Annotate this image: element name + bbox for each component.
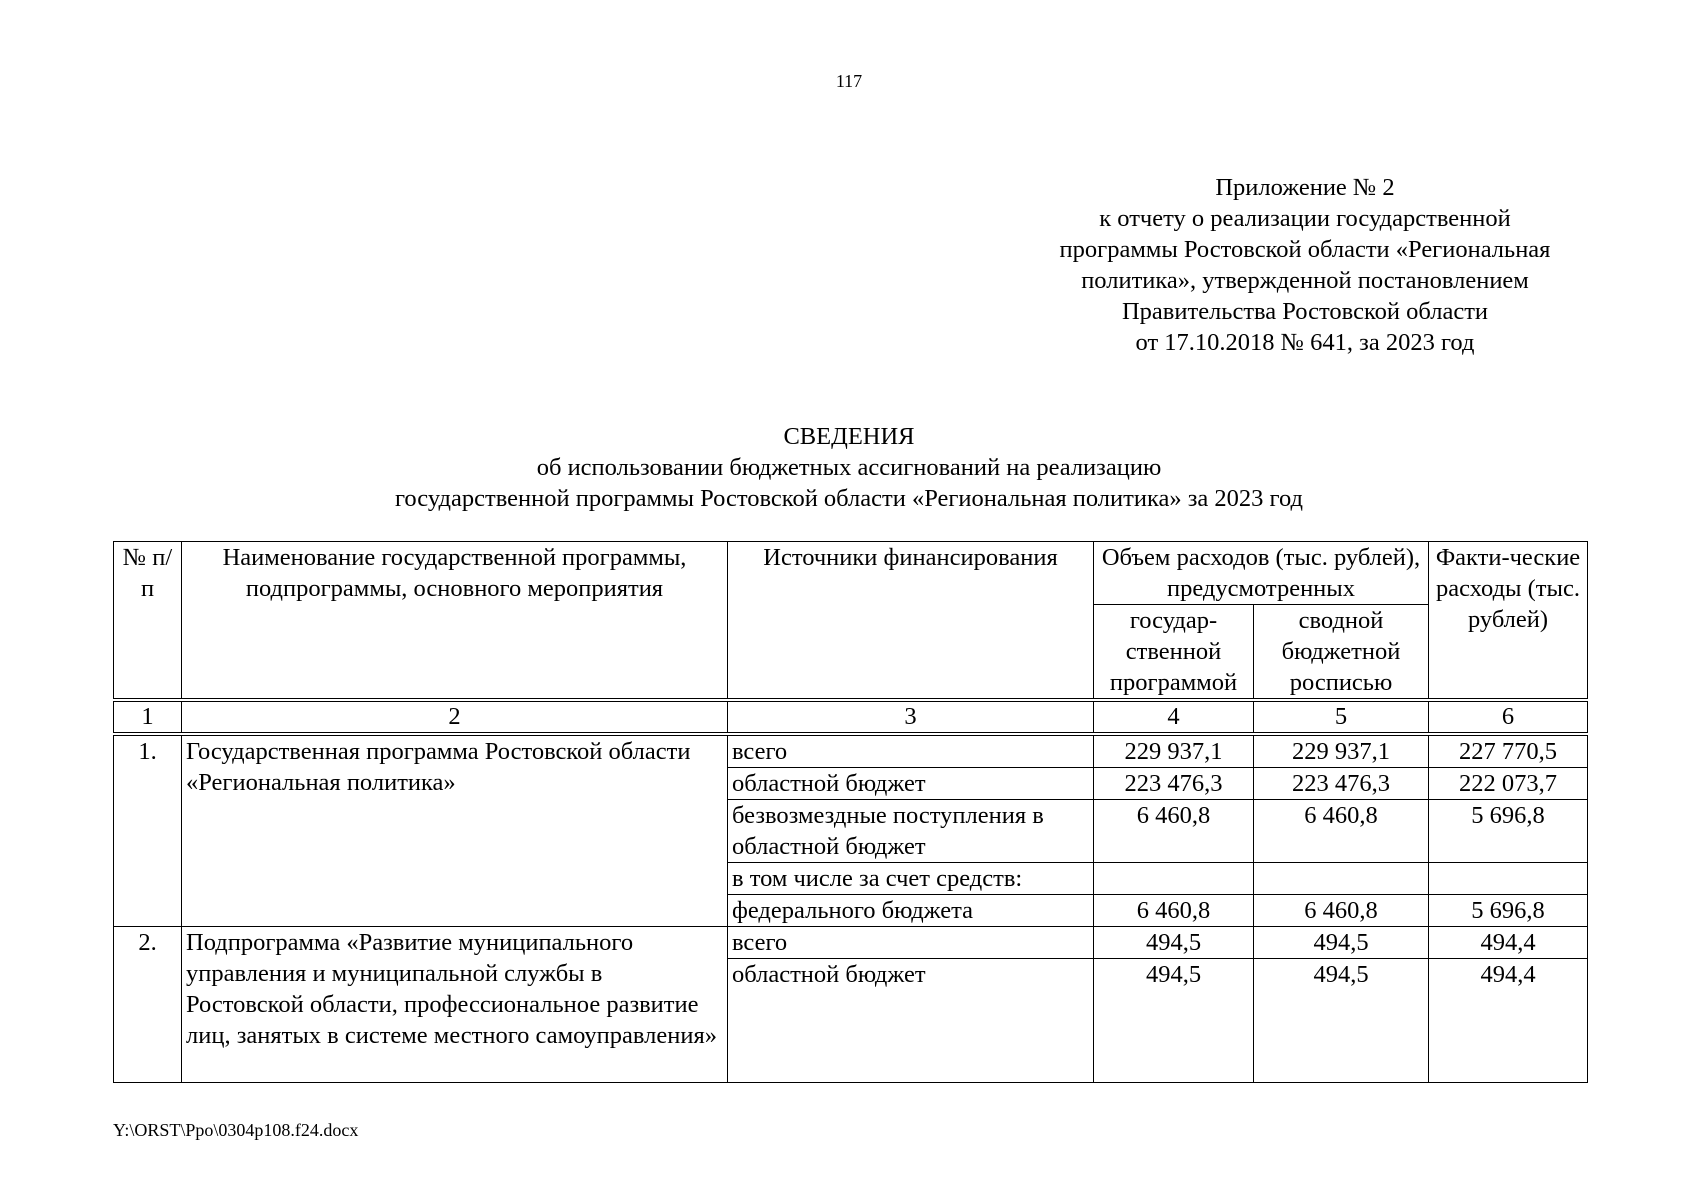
state-program-value (1094, 863, 1254, 895)
heading-subtitle: государственной программы Ростовской области «Региональная политика» за 2023 год (394, 485, 1303, 512)
actual-value (1429, 863, 1588, 895)
appendix-line: программы Ростовской области «Региональная (1059, 236, 1551, 263)
header-budget-list: сводной бюджетной росписью (1254, 605, 1429, 701)
actual-value: 494,4 (1429, 927, 1588, 959)
funding-source: областной бюджет (728, 768, 1094, 800)
appendix-line: политика», утвержденной постановлением (1081, 267, 1529, 294)
state-program-value: 6 460,8 (1094, 800, 1254, 863)
budget-list-value: 6 460,8 (1254, 800, 1429, 863)
column-number: 6 (1429, 700, 1588, 734)
actual-value: 222 073,7 (1429, 768, 1588, 800)
budget-list-value: 494,5 (1254, 927, 1429, 959)
column-number: 1 (114, 700, 182, 734)
state-program-value: 6 460,8 (1094, 895, 1254, 927)
budget-table (113, 541, 1588, 1083)
actual-value: 227 770,5 (1429, 734, 1588, 768)
row-number: 1. (114, 734, 182, 927)
row-name: Государственная программа Ростовской области «Региональная политика» (182, 734, 728, 927)
header-state-program: государ-ственной программой (1094, 605, 1254, 701)
funding-source: областной бюджет (728, 959, 1094, 1083)
budget-list-value: 6 460,8 (1254, 895, 1429, 927)
funding-source: в том числе за счет средств: (728, 863, 1094, 895)
state-program-value: 494,5 (1094, 959, 1254, 1083)
funding-source: федерального бюджета (728, 895, 1094, 927)
heading-subtitle: об использовании бюджетных ассигнований на реализацию (536, 454, 1162, 481)
appendix-line: к отчету о реализации государственной (1099, 205, 1511, 232)
column-number: 2 (182, 700, 728, 734)
funding-source: всего (728, 927, 1094, 959)
state-program-value: 229 937,1 (1094, 734, 1254, 768)
header-volume: Объем расходов (тыс. рублей), предусмотренных (1094, 542, 1429, 605)
header-row (114, 542, 1588, 605)
appendix-line: Правительства Ростовской области (1121, 298, 1489, 325)
column-numbers-row (114, 700, 1588, 734)
state-program-value: 223 476,3 (1094, 768, 1254, 800)
header-actual: Факти-ческие расходы (тыс. рублей) (1429, 542, 1588, 701)
header-name: Наименование государственной программы, подпрограммы, основного мероприятия (182, 542, 728, 701)
header-num: № п/п (114, 542, 182, 701)
funding-source: безвозмездные поступления в областной бюджет (728, 800, 1094, 863)
actual-value: 5 696,8 (1429, 895, 1588, 927)
funding-source: всего (728, 734, 1094, 768)
appendix-line: Приложение № 2 (1215, 174, 1395, 201)
column-number: 5 (1254, 700, 1429, 734)
heading-title: СВЕДЕНИЯ (783, 423, 915, 450)
actual-value: 5 696,8 (1429, 800, 1588, 863)
page-number: 117 (835, 71, 863, 91)
budget-list-value (1254, 863, 1429, 895)
table-row (114, 734, 1588, 768)
header-sources: Источники финансирования (728, 542, 1094, 701)
budget-list-value: 494,5 (1254, 959, 1429, 1083)
file-path: Y:\ORST\Ppo\0304p108.f24.docx (113, 1120, 359, 1140)
document-heading (0, 421, 1698, 514)
budget-list-value: 229 937,1 (1254, 734, 1429, 768)
state-program-value: 494,5 (1094, 927, 1254, 959)
table-row (114, 927, 1588, 959)
budget-list-value: 223 476,3 (1254, 768, 1429, 800)
row-number: 2. (114, 927, 182, 1083)
column-number: 4 (1094, 700, 1254, 734)
appendix-line: от 17.10.2018 № 641, за 2023 год (1135, 329, 1475, 356)
appendix-block (1010, 172, 1600, 358)
column-number: 3 (728, 700, 1094, 734)
actual-value: 494,4 (1429, 959, 1588, 1083)
row-name: Подпрограмма «Развитие муниципального управления и муниципальной службы в Ростовской области, профессиональное развитие лиц, занятых в системе местного самоуправления» (182, 927, 728, 1083)
